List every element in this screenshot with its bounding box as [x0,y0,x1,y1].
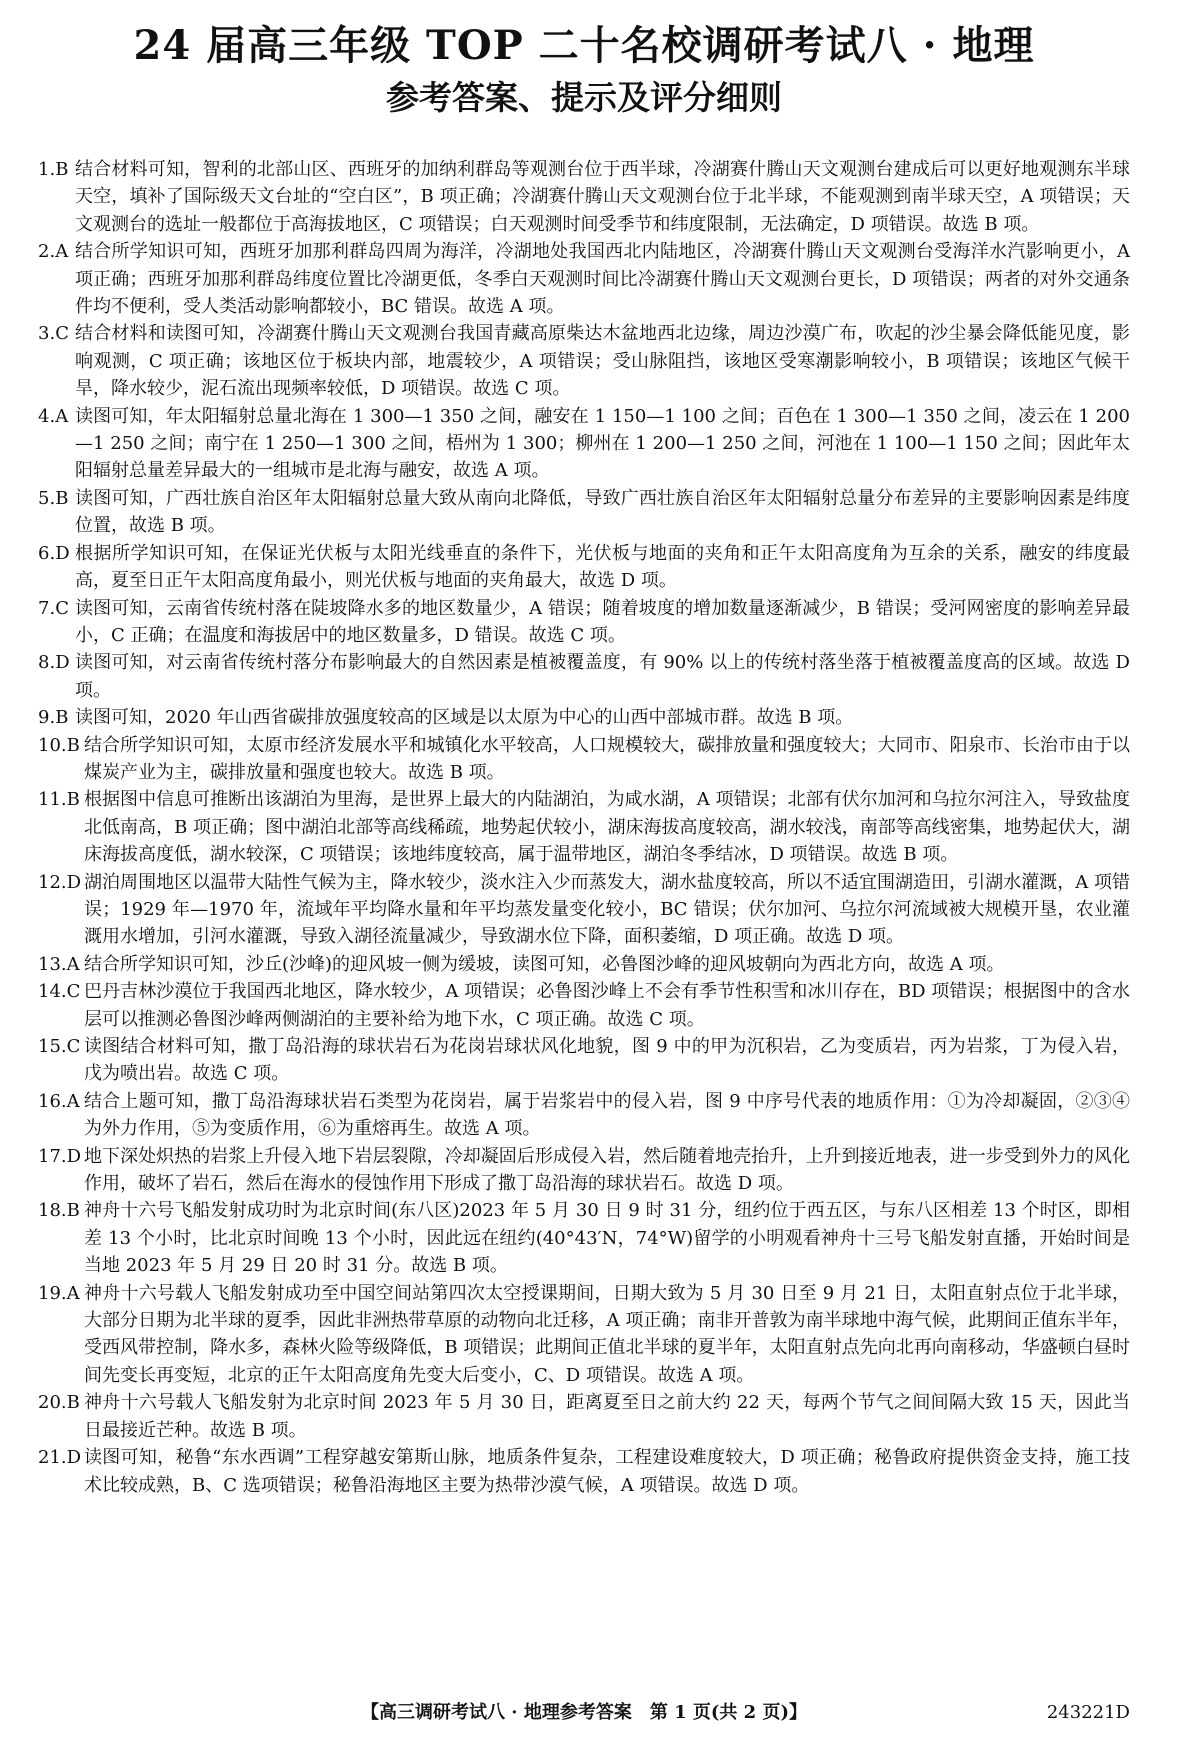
question-number: 15. [38,1036,67,1057]
answer-choice: D [55,652,70,674]
answer-number [38,1280,84,1390]
question-number: 3. [38,323,56,345]
answer-item [38,1389,1130,1444]
answer-explanation: 读图可知，年太阳辐射总量北海在 1 300—1 350 之间，融安在 1 150—1 100 之间；百色在 1 300—1 350 之间，凌云在 1 200—1 250 之间；南宁在 1 250—1 300 之间，梧州为 1 300；柳州在 1 200—1 250 之间，河池在 1 100—1 150 之间；因此年太阳辐射总量差异最大的一组城市是北海与融安，故选 A 项。 [75,405,1130,482]
answer-number [38,1389,84,1444]
answer-item [38,595,1130,650]
answer-choice: B [66,734,80,756]
answer-explanation: 结合上题可知，撒丁岛沿海球状岩石类型为花岗岩，属于岩浆岩中的侵入岩，图 9 中序号代表的地质作用：①为冷却凝固，②③④为外力作用，⑤为变质作用，⑥为重熔再生。故选 A 项。 [84,1090,1130,1140]
answer-choice: C [66,1036,81,1057]
answer-item [38,485,1130,540]
answer-choice: A [66,953,80,975]
answer-item [38,649,1130,704]
answer-number [38,1088,84,1143]
question-number: 17. [38,1145,67,1167]
answer-number [38,732,84,787]
answer-number [38,704,75,731]
answer-number [38,1197,84,1279]
question-number: 8. [38,652,56,674]
answer-number [38,320,75,402]
answer-choice: D [66,871,82,893]
answer-number [38,403,75,485]
answer-number [38,156,75,238]
answer-choice: D [66,1145,82,1167]
answer-item [38,238,1130,320]
answer-list [38,156,1130,1499]
answer-item [38,978,1130,1033]
answer-number [38,238,75,320]
answer-explanation: 神舟十六号飞船发射成功时为北京时间(东八区)2023 年 5 月 30 日 9 时 31 分，纽约位于西五区，与东八区相差 13 个时区，即相差 13 个小时，比北京时间晚 13 个小时，因此远在纽约(40°43′N，74°W)留学的小明观看神舟十三号飞船发射直播，开始时间是当地 2023 年 5 月 29 日 20 时 31 分。故选 B 项。 [84,1200,1130,1277]
answer-number [38,485,75,540]
answer-number [38,978,84,1033]
answer-explanation: 读图可知，云南省传统村落在陡坡降水多的地区数量少，A 错误；随着坡度的增加数量逐渐减少，B 错误；受河网密度的影响差异最小，C 正确；在温度和海拔居中的地区数量多，D 错误。故选 C 项。 [75,597,1130,646]
answer-choice: D [55,542,70,564]
answer-choice: C [66,981,81,1003]
answer-number [38,649,75,704]
answer-explanation: 读图可知，秘鲁“东水西调”工程穿越安第斯山脉，地质条件复杂，工程建设难度较大，D 项正确；秘鲁政府提供资金支持，施工技术比较成熟，B、C 选项错误；秘鲁沿海地区主要为热带沙漠气候，A 项错误。故选 D 项。 [84,1447,1130,1496]
footer-exam-code: 243221D [1046,1702,1130,1723]
question-number: 5. [38,487,56,509]
question-number: 11. [38,789,67,811]
answer-explanation: 根据图中信息可推断出该湖泊为里海，是世界上最大的内陆湖泊，为咸水湖，A 项错误；北部有伏尔加河和乌拉尔河注入，导致盐度北低南高，B 项正确；图中湖泊北部等高线稀疏，地势起伏较小，湖床海拔高度较高，湖水较浅，南部等高线密集，地势起伏大，湖床海拔高度低，湖水较深，C 项错误；该地纬度较高，属于温带地区，湖泊冬季结冰，D 项错误。故选 B 项。 [84,789,1130,866]
question-number: 19. [38,1282,67,1304]
answer-item [38,786,1130,868]
footer-page-info: 【高三调研考试八 · 地理参考答案 第 1 页(共 2 页)】 [361,1702,807,1723]
answer-explanation: 巴丹吉林沙漠位于我国西北地区，降水较少，A 项错误；必鲁图沙峰上不会有季节性积雪和冰川存在，BD 项错误；根据图中的含水层可以推测必鲁图沙峰两侧湖泊的主要补给为地下水，C 项正确。故选 C 项。 [84,981,1130,1030]
page-footer [38,1700,1130,1726]
answer-choice: B [55,487,69,509]
question-number: 12. [38,871,67,893]
question-number: 10. [38,734,67,756]
answer-choice: B [55,707,69,729]
answer-number [38,540,75,595]
question-number: 7. [38,597,56,619]
answer-item [38,1197,1130,1279]
answer-explanation: 读图可知，广西壮族自治区年太阳辐射总量大致从南向北降低，导致广西壮族自治区年太阳辐射总量分布差异的主要影响因素是纬度位置，故选 B 项。 [75,487,1130,537]
answer-item [38,1033,1130,1088]
question-number: 21. [38,1447,67,1469]
answer-item [38,1280,1130,1390]
answer-choice: A [55,241,69,263]
answer-explanation: 结合所学知识可知，太原市经济发展水平和城镇化水平较高，人口规模较大，碳排放量和强度较大；大同市、阳泉市、长治市由于以煤炭产业为主，碳排放量和强度也较大。故选 B 项。 [84,734,1130,783]
answer-choice: A [66,1090,80,1112]
answer-item [38,1444,1130,1499]
answer-number [38,951,84,978]
answer-explanation: 结合材料可知，智利的北部山区、西班牙的加纳利群岛等观测台位于西半球，冷湖赛什腾山天文观测台建成后可以更好地观测东半球天空，填补了国际级天文台址的“空白区”，B 项正确；冷湖赛什腾山天文观测台位于北半球，不能观测到南半球天空，A 项错误；天文观测台的选址一般都位于高海拔地区，C 项错误；白天观测时间受季节和纬度限制，无法确定，D 项错误。故选 B 项。 [75,159,1130,235]
answer-number [38,1444,84,1499]
answer-item [38,156,1130,238]
question-number: 16. [38,1090,67,1112]
answer-item [38,1088,1130,1143]
answer-choice: A [66,1282,80,1304]
question-number: 13. [38,953,67,975]
page-subtitle: 参考答案、提示及评分细则 [386,78,782,117]
answer-number [38,786,84,868]
answer-choice: C [55,323,69,345]
question-number: 1. [38,159,56,180]
answer-choice: A [55,405,69,427]
answer-explanation: 结合材料和读图可知，冷湖赛什腾山天文观测台我国青藏高原柴达木盆地西北边缘，周边沙漠广布，吹起的沙尘暴会降低能见度，影响观测，C 项正确；该地区位于板块内部，地震较少，A 项错误；受山脉阻挡，该地区受寒潮影响较小，B 项错误；该地区气候干旱，降水较少，泥石流出现频率较低，D 项错误。故选 C 项。 [75,323,1130,400]
answer-choice: D [66,1447,82,1469]
question-number: 20. [38,1392,67,1414]
page-title: 24 届高三年级 TOP 二十名校调研考试八 · 地理 [133,22,1035,69]
answer-choice: B [66,1200,80,1222]
question-number: 14. [38,981,67,1003]
answer-explanation: 读图可知，2020 年山西省碳排放强度较高的区域是以太原为中心的山西中部城市群。故选 B 项。 [75,707,854,729]
answer-choice: B [66,789,80,811]
answer-item [38,1143,1130,1198]
answer-explanation: 结合所学知识可知，沙丘(沙峰)的迎风坡一侧为缓坡，读图可知，必鲁图沙峰的迎风坡朝向为西北方向，故选 A 项。 [84,953,1005,975]
answer-explanation: 湖泊周围地区以温带大陆性气候为主，降水较少，淡水注入少而蒸发大，湖水盐度较高，所以不适宜围湖造田，引湖水灌溉，A 项错误；1929 年—1970 年，流域年平均降水量和年平均蒸发量变化较小，BC 错误；伏尔加河、乌拉尔河流域被大规模开垦，农业灌溉用水增加，引河水灌溉，导致入湖径流量减少，导致湖水位下降，面积萎缩，D 项正确。故选 D 项。 [84,871,1130,948]
answer-number [38,1143,84,1198]
answer-explanation: 神舟十六号载人飞船发射为北京时间 2023 年 5 月 30 日，距离夏至日之前大约 22 天，每两个节气之间间隔大致 15 天，因此当日最接近芒种。故选 B 项。 [84,1392,1130,1441]
answer-item [38,540,1130,595]
answer-choice: B [66,1392,80,1414]
answer-explanation: 结合所学知识可知，西班牙加那利群岛四周为海洋，冷湖地处我国西北内陆地区，冷湖赛什腾山天文观测台受海洋水汽影响更小，A 项正确；西班牙加那利群岛纬度位置比冷湖更低，冬季白天观测时间比冷湖赛什腾山天文观测台更长，D 项错误；两者的对外交通条件均不便利，受人类活动影响都较小，BC 错误。故选 A 项。 [75,241,1130,318]
answer-explanation: 神舟十六号载人飞船发射成功至中国空间站第四次太空授课期间，日期大致为 5 月 30 日至 9 月 21 日，太阳直射点位于北半球，大部分日期为北半球的夏季，因此非洲热带草原的动物向北迁移，A 项正确；南非开普敦为南半球地中海气候，此期间正值东半年，受西风带控制，降水多，森林火险等级降低，B 项错误；此期间正值北半球的夏半年，太阳直射点先向北再向南移动，华盛顿白昼时间先变长再变短，北京的正午太阳高度角先变大后变小，C、D 项错误。故选 A 项。 [84,1282,1130,1386]
answer-item [38,403,1130,485]
answer-choice: C [55,597,69,619]
answer-item [38,732,1130,787]
answer-explanation: 读图可知，对云南省传统村落分布影响最大的自然因素是植被覆盖度，有 90% 以上的传统村落坐落于植被覆盖度高的区域。故选 D 项。 [75,652,1130,701]
answer-explanation: 地下深处炽热的岩浆上升侵入地下岩层裂隙，冷却凝固后形成侵入岩，然后随着地壳抬升，上升到接近地表，进一步受到外力的风化作用，破坏了岩石，然后在海水的侵蚀作用下形成了撒丁岛沿海的球状岩石。故选 D 项。 [84,1145,1130,1195]
answer-choice: B [55,159,69,180]
question-number: 4. [38,405,56,427]
question-number: 6. [38,542,56,564]
answer-item [38,869,1130,951]
answer-number [38,869,84,951]
question-number: 9. [38,707,56,729]
answer-item [38,320,1130,402]
answer-item [38,704,1130,731]
answer-number [38,595,75,650]
answer-number [38,1033,84,1088]
question-number: 18. [38,1200,67,1222]
answer-item [38,951,1130,978]
answer-explanation: 根据所学知识可知，在保证光伏板与太阳光线垂直的条件下，光伏板与地面的夹角和正午太阳高度角为互余的关系，融安的纬度最高，夏至日正午太阳高度角最小，则光伏板与地面的夹角最大，故选 D 项。 [75,542,1130,592]
answer-explanation: 读图结合材料可知，撒丁岛沿海的球状岩石为花岗岩球状风化地貌，图 9 中的甲为沉积岩，乙为变质岩，丙为岩浆，丁为侵入岩，戊为喷出岩。故选 C 项。 [84,1036,1130,1085]
question-number: 2. [38,241,56,263]
